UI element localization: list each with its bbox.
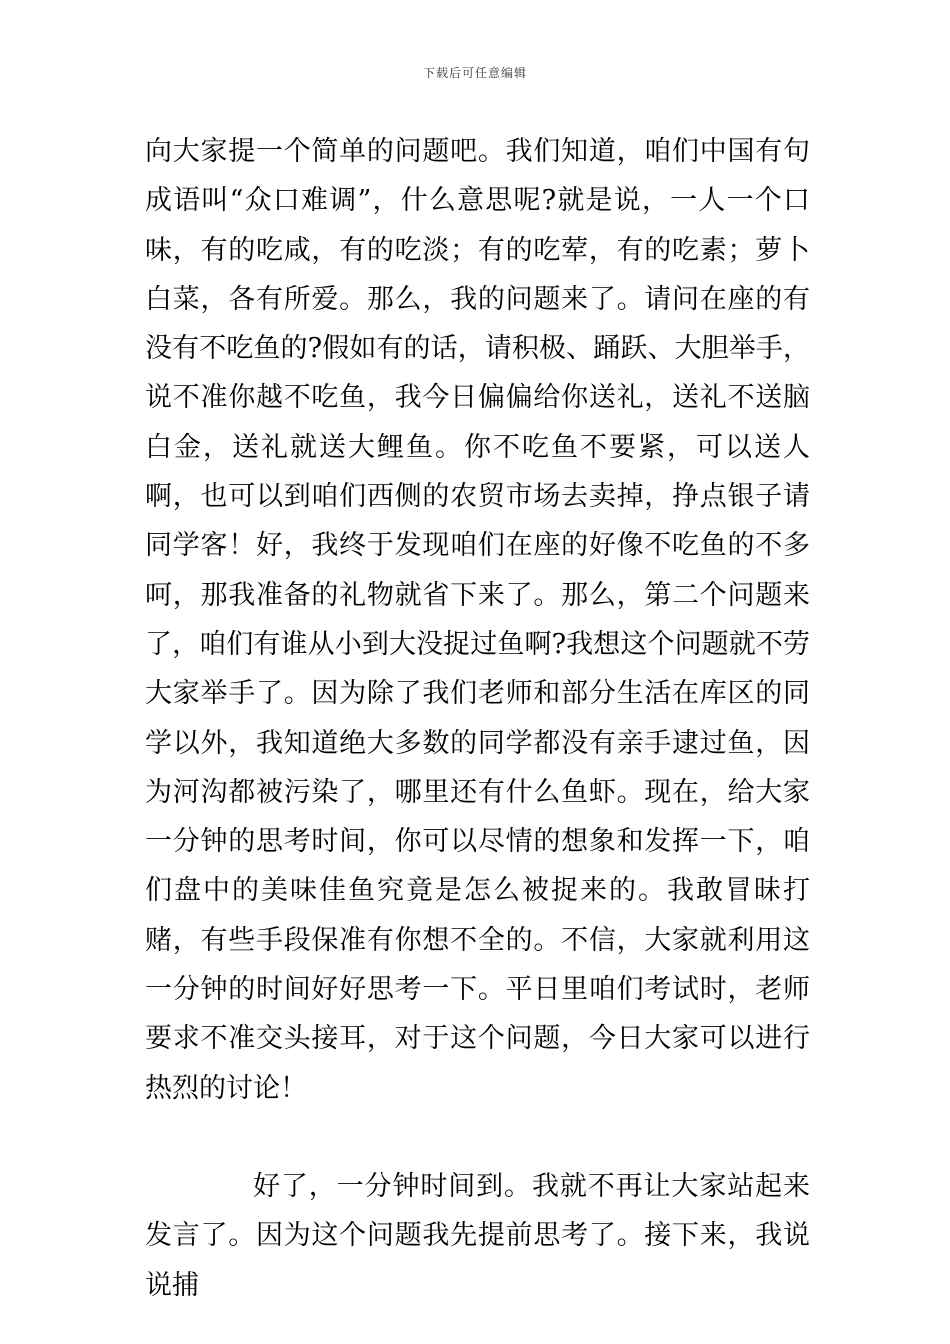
page-header: 下载后可任意编辑 <box>422 66 527 80</box>
paragraph: 好了，一分钟时间到。我就不再让大家站起来发言了。因为这个问题我先提前思考了。接下来，我说说捕 <box>145 1170 810 1301</box>
document-body <box>145 127 810 1310</box>
paragraph: 向大家提一个简单的问题吧。我们知道，咱们中国有句成语叫“众口难调”，什么意思呢?就是说，一人一个口味，有的吃咸，有的吃淡；有的吃荤，有的吃素；萝卜白菜，各有所爱。那么，我的问题来了。请问在座的有没有不吃鱼的?假如有的话，请积极、踊跃、大胆举手，说不准你越不吃鱼，我今日偏偏给你送礼，送礼不送脑白金，送礼就送大鲤鱼。你不吃鱼不要紧，可以送人啊，也可以到咱们西侧的农贸市场去卖掉，挣点银子请同学客！好，我终于发现咱们在座的好像不吃鱼的不多呵，那我准备的礼物就省下来了。那么，第二个问题来了，咱们有谁从小到大没捉过鱼啊?我想这个问题就不劳大家举手了。因为除了我们老师和部分生活在库区的同学以外，我知道绝大多数的同学都没有亲手逮过鱼，因为河沟都被污染了，哪里还有什么鱼虾。现在，给大家一分钟的思考时间，你可以尽情的想象和发挥一下，咱们盘中的美味佳鱼究竟是怎么被捉来的。我敢冒昧打赌，有些手段保准有你想不全的。不信，大家就利用这一分钟的时间好好思考一下。平日里咱们考试时，老师要求不准交头接耳，对于这个问题，今日大家可以进行热烈的讨论！ <box>145 136 810 1104</box>
